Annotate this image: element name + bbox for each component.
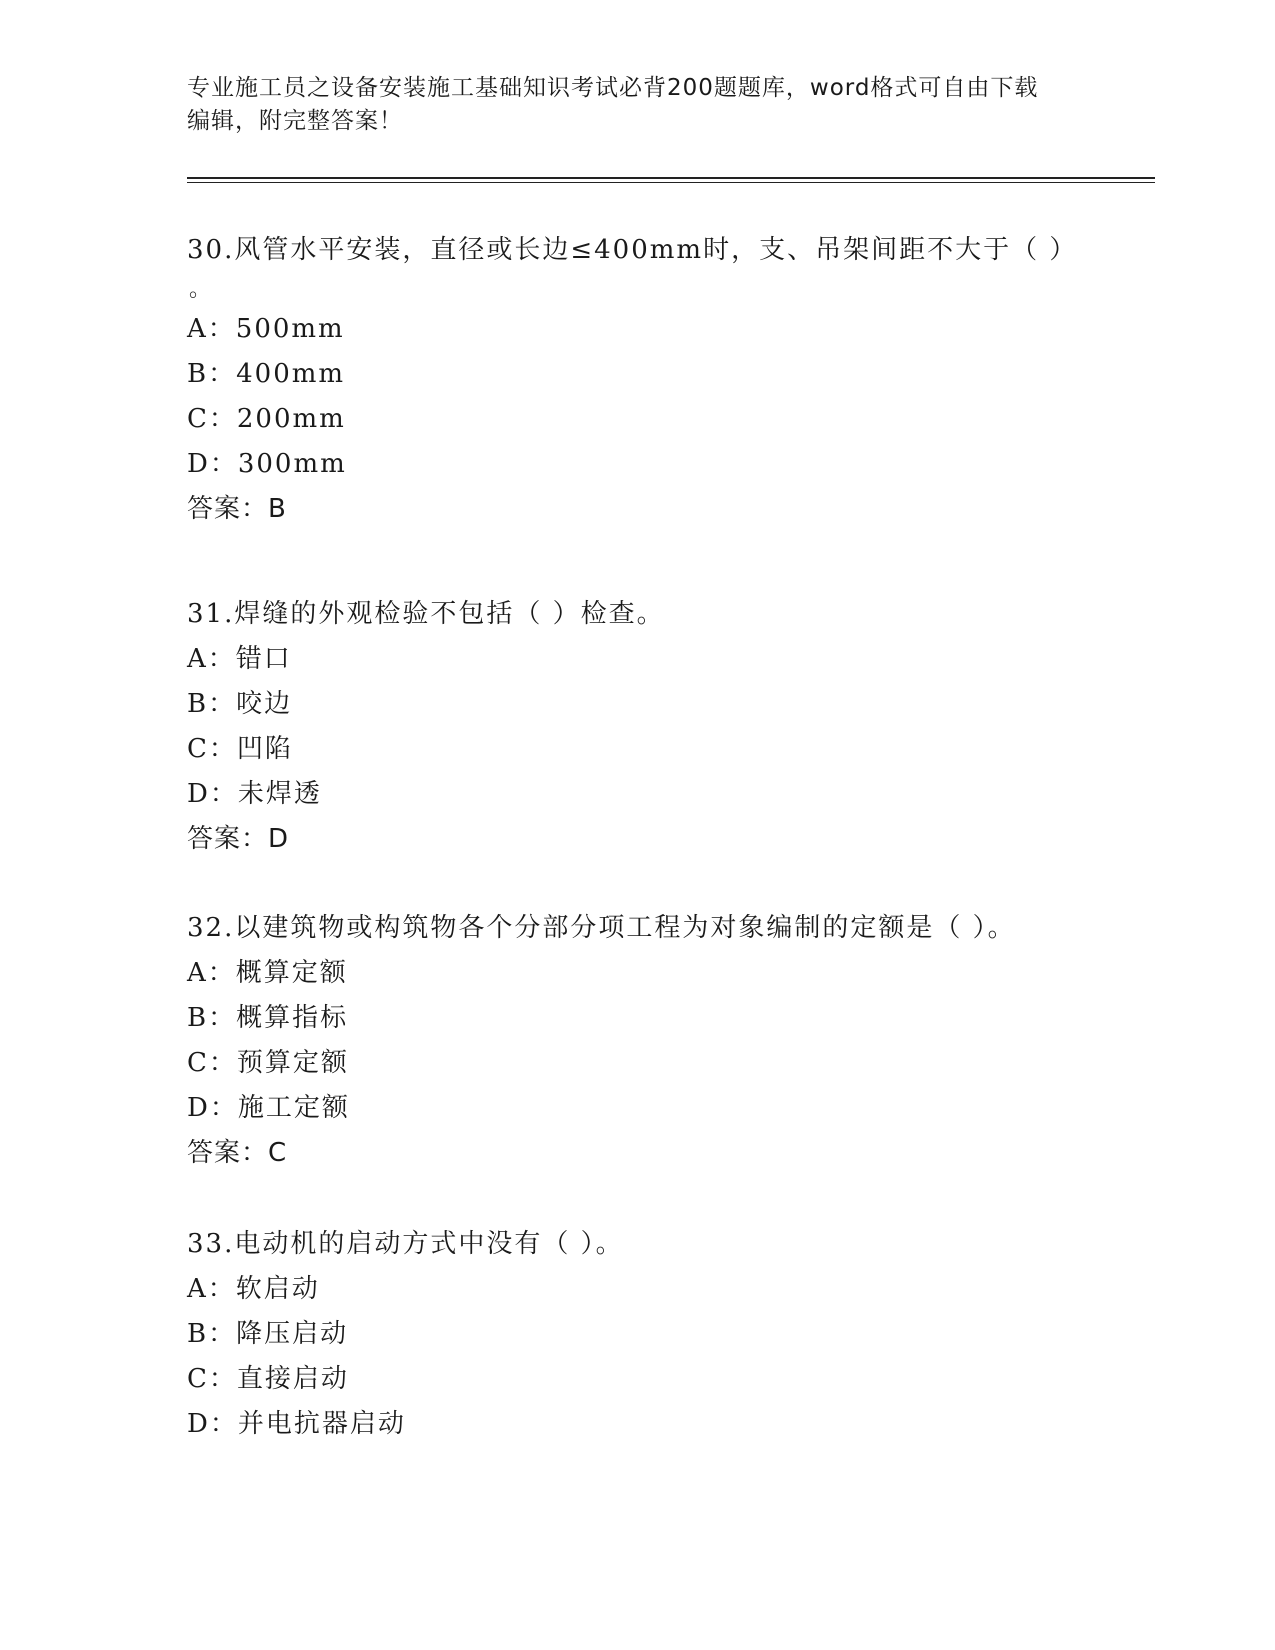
- answer: 答案：D: [187, 824, 290, 854]
- option-d: D：并电抗器启动: [187, 1409, 406, 1439]
- option-b: B：降压启动: [187, 1319, 349, 1349]
- option-d: D：300mm: [187, 449, 347, 479]
- option-a: A：500mm: [187, 314, 345, 344]
- question-stem-continuation: 。: [189, 277, 214, 302]
- answer: 答案：C: [187, 1138, 288, 1168]
- question-31: [187, 592, 665, 862]
- option-a: A：软启动: [187, 1274, 320, 1304]
- question-stem: 32.以建筑物或构筑物各个分部分项工程为对象编制的定额是（ ）。: [187, 913, 1016, 943]
- document-header: [187, 72, 1087, 138]
- option-d: D：未焊透: [187, 779, 322, 809]
- option-c: C：直接启动: [187, 1364, 349, 1394]
- option-a: A：错口: [187, 644, 292, 674]
- header-line-2: 编辑，附完整答案！: [187, 108, 403, 134]
- question-stem: 30.风管水平安装，直径或长边≤400mm时，支、吊架间距不大于（ ）: [187, 235, 1078, 265]
- option-b: B：咬边: [187, 689, 293, 719]
- option-c: C：凹陷: [187, 734, 293, 764]
- question-stem: 33.电动机的启动方式中没有（ ）。: [187, 1229, 624, 1259]
- option-b: B：400mm: [187, 359, 346, 389]
- option-b: B：概算指标: [187, 1003, 349, 1033]
- option-a: A：概算定额: [187, 958, 348, 988]
- header-divider-thick: [187, 177, 1155, 179]
- option-d: D：施工定额: [187, 1093, 350, 1123]
- header-divider-thin: [187, 182, 1155, 183]
- header-line-1: 专业施工员之设备安装施工基础知识考试必背200题题库，word格式可自由下载: [187, 75, 1039, 101]
- question-32: [187, 906, 1016, 1176]
- answer: 答案：B: [187, 494, 287, 524]
- option-c: C：200mm: [187, 404, 346, 434]
- question-30: [187, 228, 1077, 532]
- question-stem: 31.焊缝的外观检验不包括（ ）检查。: [187, 599, 665, 629]
- option-c: C：预算定额: [187, 1048, 349, 1078]
- question-33: [187, 1222, 624, 1447]
